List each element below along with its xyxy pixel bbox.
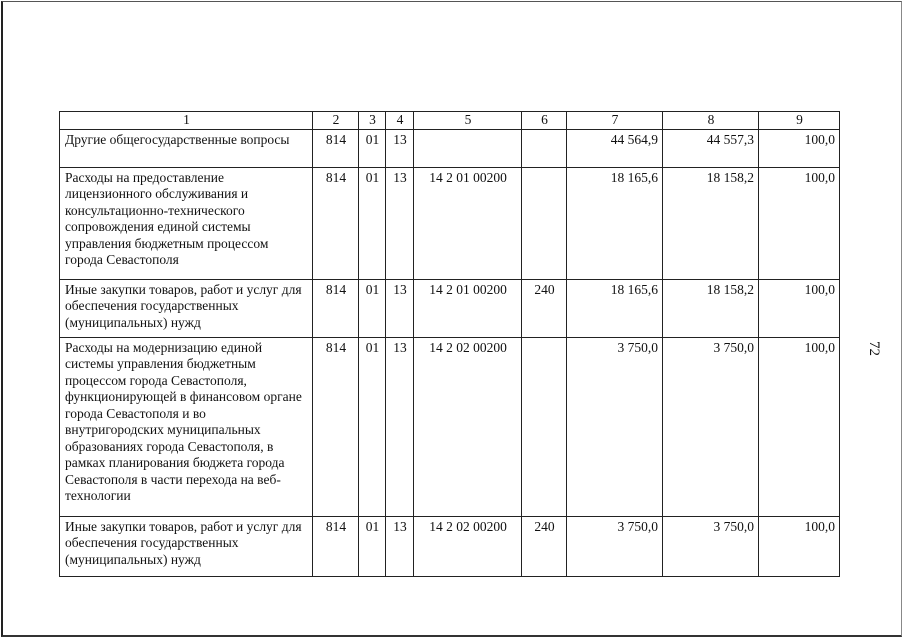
cell-percent: 100,0 [759,279,840,337]
cell-planned: 18 165,6 [567,279,663,337]
cell-target: 14 2 02 00200 [414,337,522,516]
header-cell: 8 [663,112,759,130]
cell-target: 14 2 01 00200 [414,279,522,337]
cell-actual: 3 750,0 [663,337,759,516]
cell-code: 814 [313,167,359,279]
header-cell: 3 [359,112,386,130]
cell-section: 01 [359,279,386,337]
cell-actual: 3 750,0 [663,516,759,576]
cell-section: 01 [359,516,386,576]
expense-name: Другие общегосударственные вопросы [60,129,313,167]
cell-type: 240 [522,279,567,337]
cell-subsection: 13 [386,516,414,576]
cell-type [522,167,567,279]
table-row [60,167,840,279]
cell-actual: 18 158,2 [663,167,759,279]
cell-section: 01 [359,129,386,167]
cell-target: 14 2 01 00200 [414,167,522,279]
header-cell: 9 [759,112,840,130]
cell-subsection: 13 [386,167,414,279]
cell-code: 814 [313,337,359,516]
table-row [60,279,840,337]
table-header-row [60,112,840,130]
cell-target [414,129,522,167]
cell-type [522,129,567,167]
cell-code: 814 [313,279,359,337]
cell-type: 240 [522,516,567,576]
expense-name: Иные закупки товаров, работ и услуг для обеспечения государственных (муниципальных) нужд [60,279,313,337]
expense-name: Иные закупки товаров, работ и услуг для обеспечения государственных (муниципальных) нужд [60,516,313,576]
cell-actual: 44 557,3 [663,129,759,167]
cell-percent: 100,0 [759,129,840,167]
header-cell: 1 [60,112,313,130]
header-cell: 7 [567,112,663,130]
expense-name: Расходы на предоставление лицензионного обслуживания и консультационно-технического сопровождения единой системы управления бюджетным процессом города Севастополя [60,167,313,279]
header-cell: 6 [522,112,567,130]
cell-planned: 3 750,0 [567,516,663,576]
cell-target: 14 2 02 00200 [414,516,522,576]
cell-percent: 100,0 [759,337,840,516]
cell-type [522,337,567,516]
table-row [60,129,840,167]
cell-percent: 100,0 [759,516,840,576]
cell-subsection: 13 [386,279,414,337]
cell-code: 814 [313,129,359,167]
page-number: 72 [866,341,882,356]
cell-actual: 18 158,2 [663,279,759,337]
header-cell: 4 [386,112,414,130]
cell-section: 01 [359,337,386,516]
cell-section: 01 [359,167,386,279]
header-cell: 5 [414,112,522,130]
cell-planned: 3 750,0 [567,337,663,516]
cell-subsection: 13 [386,129,414,167]
table-row [60,516,840,576]
expense-name: Расходы на модернизацию единой системы управления бюджетным процессом города Севастополя, функционирующей в финансовом органе города Севастополя и во внутригородских муниципальных образованиях города Севастополя, в рамках планирования бюджета города Севастополя в части перехода на веб-технологии [60,337,313,516]
header-cell: 2 [313,112,359,130]
table-row [60,337,840,516]
cell-planned: 44 564,9 [567,129,663,167]
cell-subsection: 13 [386,337,414,516]
cell-percent: 100,0 [759,167,840,279]
cell-planned: 18 165,6 [567,167,663,279]
budget-table [59,111,840,577]
cell-code: 814 [313,516,359,576]
